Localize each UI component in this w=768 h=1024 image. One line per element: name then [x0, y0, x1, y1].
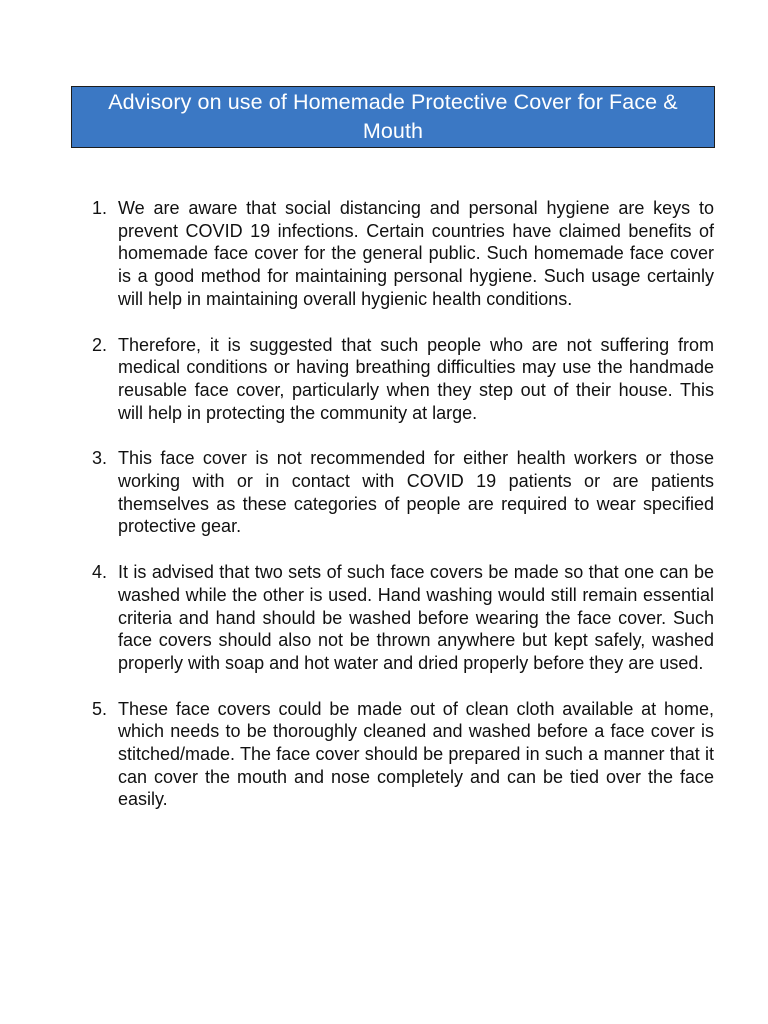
list-item-text: We are aware that social distancing and personal hygiene are keys to prevent COVID 19 infections. Certain countries have claimed benefits of homemade face cover for the general public. Such homemade face cover is a good method for maintaining personal hygiene. Such usage certainly will help in maintaining overall hygienic health conditions.	[118, 198, 714, 309]
list-item-number: 5.	[92, 698, 108, 719]
document-title-banner	[71, 86, 715, 148]
list-item-text: Therefore, it is suggested that such people who are not suffering from medical conditions or having breathing difficulties may use the handmade reusable face cover, particularly when they step out of their house. This will help in protecting the community at large.	[118, 334, 714, 423]
list-item-number: 2.	[92, 334, 108, 355]
list-item-text: It is advised that two sets of such face covers be made so that one can be washed while the other is used. Hand washing would still remain essential criteria and hand should be washed before wearing the face cover. Such face covers should also not be thrown anywhere but kept safely, washed properly with soap and hot water and dried properly before they are used.	[118, 562, 714, 673]
list-item	[0, 698, 768, 812]
list-item-text: This face cover is not recommended for either health workers or those working with or in contact with COVID 19 patients or are patients themselves as these categories of people are required to wear specified protective gear.	[118, 448, 714, 537]
advisory-list	[0, 197, 768, 834]
document-title: Advisory on use of Homemade Protective Cover for Face & Mouth	[108, 90, 678, 143]
list-item-text: These face covers could be made out of clean cloth available at home, which needs to be thoroughly cleaned and washed before a face cover is stitched/made. The face cover should be prepared in such a manner that it can cover the mouth and nose completely and can be tied over the face easily.	[118, 698, 714, 810]
list-item-number: 1.	[92, 198, 108, 218]
list-item	[0, 334, 768, 425]
list-item	[0, 447, 768, 538]
list-item-number: 3.	[92, 448, 108, 469]
list-item	[0, 561, 768, 675]
list-item	[0, 197, 768, 311]
list-item-number: 4.	[92, 562, 108, 583]
